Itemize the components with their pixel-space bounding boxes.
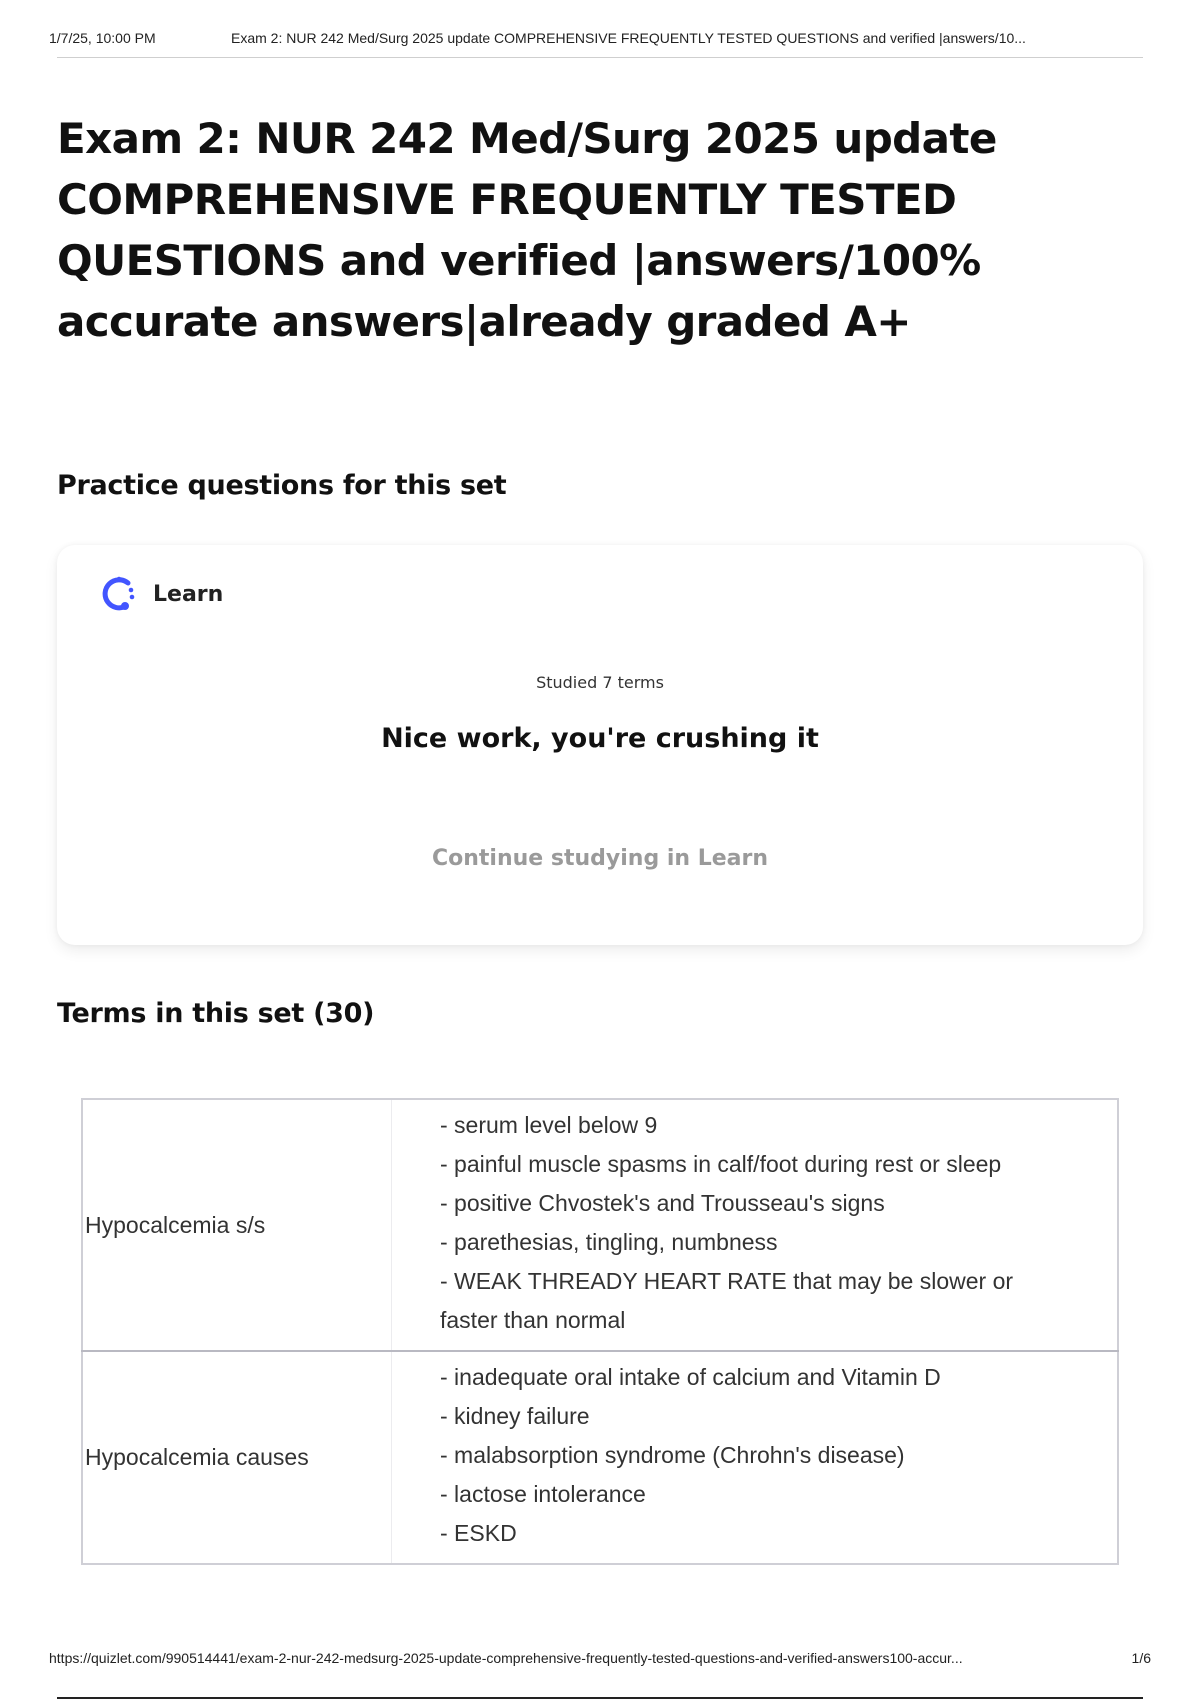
term-cell: Hypocalcemia s/s	[82, 1099, 392, 1351]
definition-line: - inadequate oral intake of calcium and Vitamin D	[440, 1364, 941, 1390]
footer-divider	[57, 1697, 1143, 1699]
definition-line: - serum level below 9	[440, 1112, 658, 1138]
studied-count: Studied 7 terms	[536, 673, 664, 692]
term-cell: Hypocalcemia causes	[82, 1351, 392, 1564]
print-date: 1/7/25, 10:00 PM	[49, 30, 156, 46]
continue-learn-button[interactable]: Continue studying in Learn	[426, 845, 774, 872]
print-doc-title: Exam 2: NUR 242 Med/Surg 2025 update COMPREHENSIVE FREQUENTLY TESTED QUESTIONS and verified |answers/10...	[231, 30, 1026, 46]
learn-card-header	[97, 573, 223, 615]
definition-line: - lactose intolerance	[440, 1481, 646, 1507]
definition-line: - painful muscle spasms in calf/foot during rest or sleep	[440, 1151, 1002, 1177]
practice-heading: Practice questions for this set	[57, 470, 507, 501]
terms-heading: Terms in this set (30)	[57, 998, 375, 1029]
page-title: Exam 2: NUR 242 Med/Surg 2025 update COMPREHENSIVE FREQUENTLY TESTED QUESTIONS and verified |answers/100% accurate answers|already graded A+	[57, 114, 997, 346]
definition-line: - kidney failure	[440, 1403, 590, 1429]
term-row	[82, 1351, 1118, 1564]
terms-table	[81, 1098, 1119, 1565]
definition-cell	[392, 1351, 1119, 1564]
definition-line: - malabsorption syndrome (Chrohn's disease)	[440, 1442, 905, 1468]
definition-line: - ESKD	[440, 1520, 517, 1546]
print-url: https://quizlet.com/990514441/exam-2-nur-242-medsurg-2025-update-comprehensive-frequently-tested-questions-and-verified-answers100-accur...	[49, 1650, 963, 1666]
definition-cell	[392, 1099, 1119, 1351]
term-row	[82, 1099, 1118, 1351]
definition-line: - WEAK THREADY HEART RATE that may be slower or faster than normal	[440, 1268, 1014, 1333]
header-divider	[57, 57, 1143, 58]
definition-line: - positive Chvostek's and Trousseau's signs	[440, 1190, 885, 1216]
learn-mode-label: Learn	[153, 581, 224, 607]
learn-card	[57, 545, 1143, 945]
praise-message: Nice work, you're crushing it	[381, 723, 819, 754]
definition-line: - parethesias, tingling, numbness	[440, 1229, 778, 1255]
page-number: 1/6	[1131, 1650, 1151, 1666]
learn-progress-icon	[97, 573, 139, 615]
